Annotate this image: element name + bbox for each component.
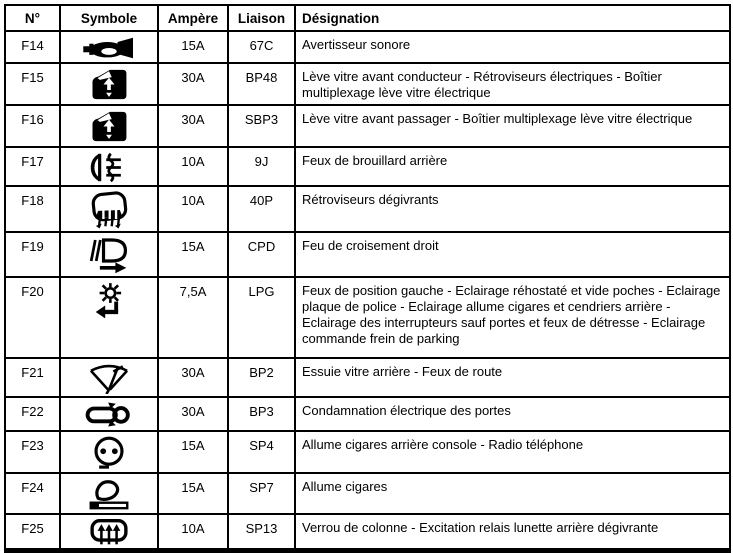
designation-cell: Allume cigares arrière console - Radio téléphone xyxy=(295,431,730,473)
table-row xyxy=(5,186,730,232)
table-row xyxy=(5,397,730,431)
symbol-cell xyxy=(60,232,158,277)
low-beam-icon xyxy=(63,237,155,274)
amp-cell: 15A xyxy=(158,473,228,514)
table-row xyxy=(5,514,730,551)
door-lock-icon xyxy=(63,402,155,427)
window-lift-icon xyxy=(63,110,155,143)
designation-cell: Condamnation électrique des portes xyxy=(295,397,730,431)
symbol-cell xyxy=(60,63,158,105)
header-row xyxy=(5,5,730,31)
symbol-cell xyxy=(60,31,158,63)
amp-cell: 15A xyxy=(158,31,228,63)
amp-cell: 30A xyxy=(158,358,228,397)
designation-cell: Feux de position gauche - Eclairage réhostaté et vide poches - Eclairage plaque de police - Eclairage allume cigares et cendriers arrière - Eclairage des interrupteurs sauf portes et feux de détresse - Eclairage commande frein de parking xyxy=(295,277,730,358)
amp-cell: 30A xyxy=(158,63,228,105)
amp-cell: 30A xyxy=(158,105,228,147)
symbol-cell xyxy=(60,105,158,147)
amp-cell: 7,5A xyxy=(158,277,228,358)
amp-cell: 10A xyxy=(158,147,228,186)
liaison-cell: 40P xyxy=(228,186,295,232)
liaison-cell: SP7 xyxy=(228,473,295,514)
amp-cell: 10A xyxy=(158,186,228,232)
fuse-number-cell: F15 xyxy=(5,63,60,105)
horn-icon xyxy=(63,36,155,60)
header-designation: Désignation xyxy=(295,5,730,31)
liaison-cell: 67C xyxy=(228,31,295,63)
wiper-icon xyxy=(63,363,155,394)
fuse-number-cell: F21 xyxy=(5,358,60,397)
table-row xyxy=(5,147,730,186)
fuse-table xyxy=(4,4,731,553)
designation-cell: Rétroviseurs dégivrants xyxy=(295,186,730,232)
table-row xyxy=(5,358,730,397)
fuse-number-cell: F24 xyxy=(5,473,60,514)
liaison-cell: 9J xyxy=(228,147,295,186)
liaison-cell: CPD xyxy=(228,232,295,277)
fuse-number-cell: F25 xyxy=(5,514,60,551)
header-liaison: Liaison xyxy=(228,5,295,31)
symbol-cell xyxy=(60,514,158,551)
designation-cell: Lève vitre avant passager - Boîtier multiplexage lève vitre électrique xyxy=(295,105,730,147)
symbol-cell xyxy=(60,431,158,473)
liaison-cell: BP2 xyxy=(228,358,295,397)
table-row xyxy=(5,232,730,277)
power-socket-icon xyxy=(63,436,155,470)
header-no: N° xyxy=(5,5,60,31)
fuse-number-cell: F22 xyxy=(5,397,60,431)
designation-cell: Feu de croisement droit xyxy=(295,232,730,277)
rear-defrost-icon xyxy=(63,519,155,546)
header-symbol: Symbole xyxy=(60,5,158,31)
symbol-cell xyxy=(60,277,158,358)
table-row xyxy=(5,473,730,514)
fuse-number-cell: F20 xyxy=(5,277,60,358)
fuse-number-cell: F19 xyxy=(5,232,60,277)
designation-cell: Essuie vitre arrière - Feux de route xyxy=(295,358,730,397)
rear-fog-light-icon xyxy=(63,152,155,183)
liaison-cell: LPG xyxy=(228,277,295,358)
position-light-icon xyxy=(63,282,155,323)
fuse-number-cell: F17 xyxy=(5,147,60,186)
liaison-cell: SBP3 xyxy=(228,105,295,147)
table-row xyxy=(5,63,730,105)
table-row xyxy=(5,31,730,63)
amp-cell: 15A xyxy=(158,232,228,277)
fuse-number-cell: F23 xyxy=(5,431,60,473)
symbol-cell xyxy=(60,186,158,232)
liaison-cell: BP48 xyxy=(228,63,295,105)
liaison-cell: SP4 xyxy=(228,431,295,473)
liaison-cell: SP13 xyxy=(228,514,295,551)
designation-cell: Feux de brouillard arrière xyxy=(295,147,730,186)
designation-cell: Avertisseur sonore xyxy=(295,31,730,63)
fuse-number-cell: F14 xyxy=(5,31,60,63)
symbol-cell xyxy=(60,397,158,431)
symbol-cell xyxy=(60,473,158,514)
symbol-cell xyxy=(60,358,158,397)
amp-cell: 30A xyxy=(158,397,228,431)
amp-cell: 15A xyxy=(158,431,228,473)
cigar-lighter-icon xyxy=(63,478,155,511)
fuse-number-cell: F18 xyxy=(5,186,60,232)
liaison-cell: BP3 xyxy=(228,397,295,431)
table-row xyxy=(5,277,730,358)
designation-cell: Allume cigares xyxy=(295,473,730,514)
table-row xyxy=(5,431,730,473)
table-row xyxy=(5,105,730,147)
fuse-number-cell: F16 xyxy=(5,105,60,147)
symbol-cell xyxy=(60,147,158,186)
window-lift-icon xyxy=(63,68,155,101)
designation-cell: Lève vitre avant conducteur - Rétroviseurs électriques - Boîtier multiplexage lève vitre électrique xyxy=(295,63,730,105)
designation-cell: Verrou de colonne - Excitation relais lunette arrière dégivrante xyxy=(295,514,730,551)
header-amp: Ampère xyxy=(158,5,228,31)
amp-cell: 10A xyxy=(158,514,228,551)
heated-mirror-icon xyxy=(63,191,155,229)
